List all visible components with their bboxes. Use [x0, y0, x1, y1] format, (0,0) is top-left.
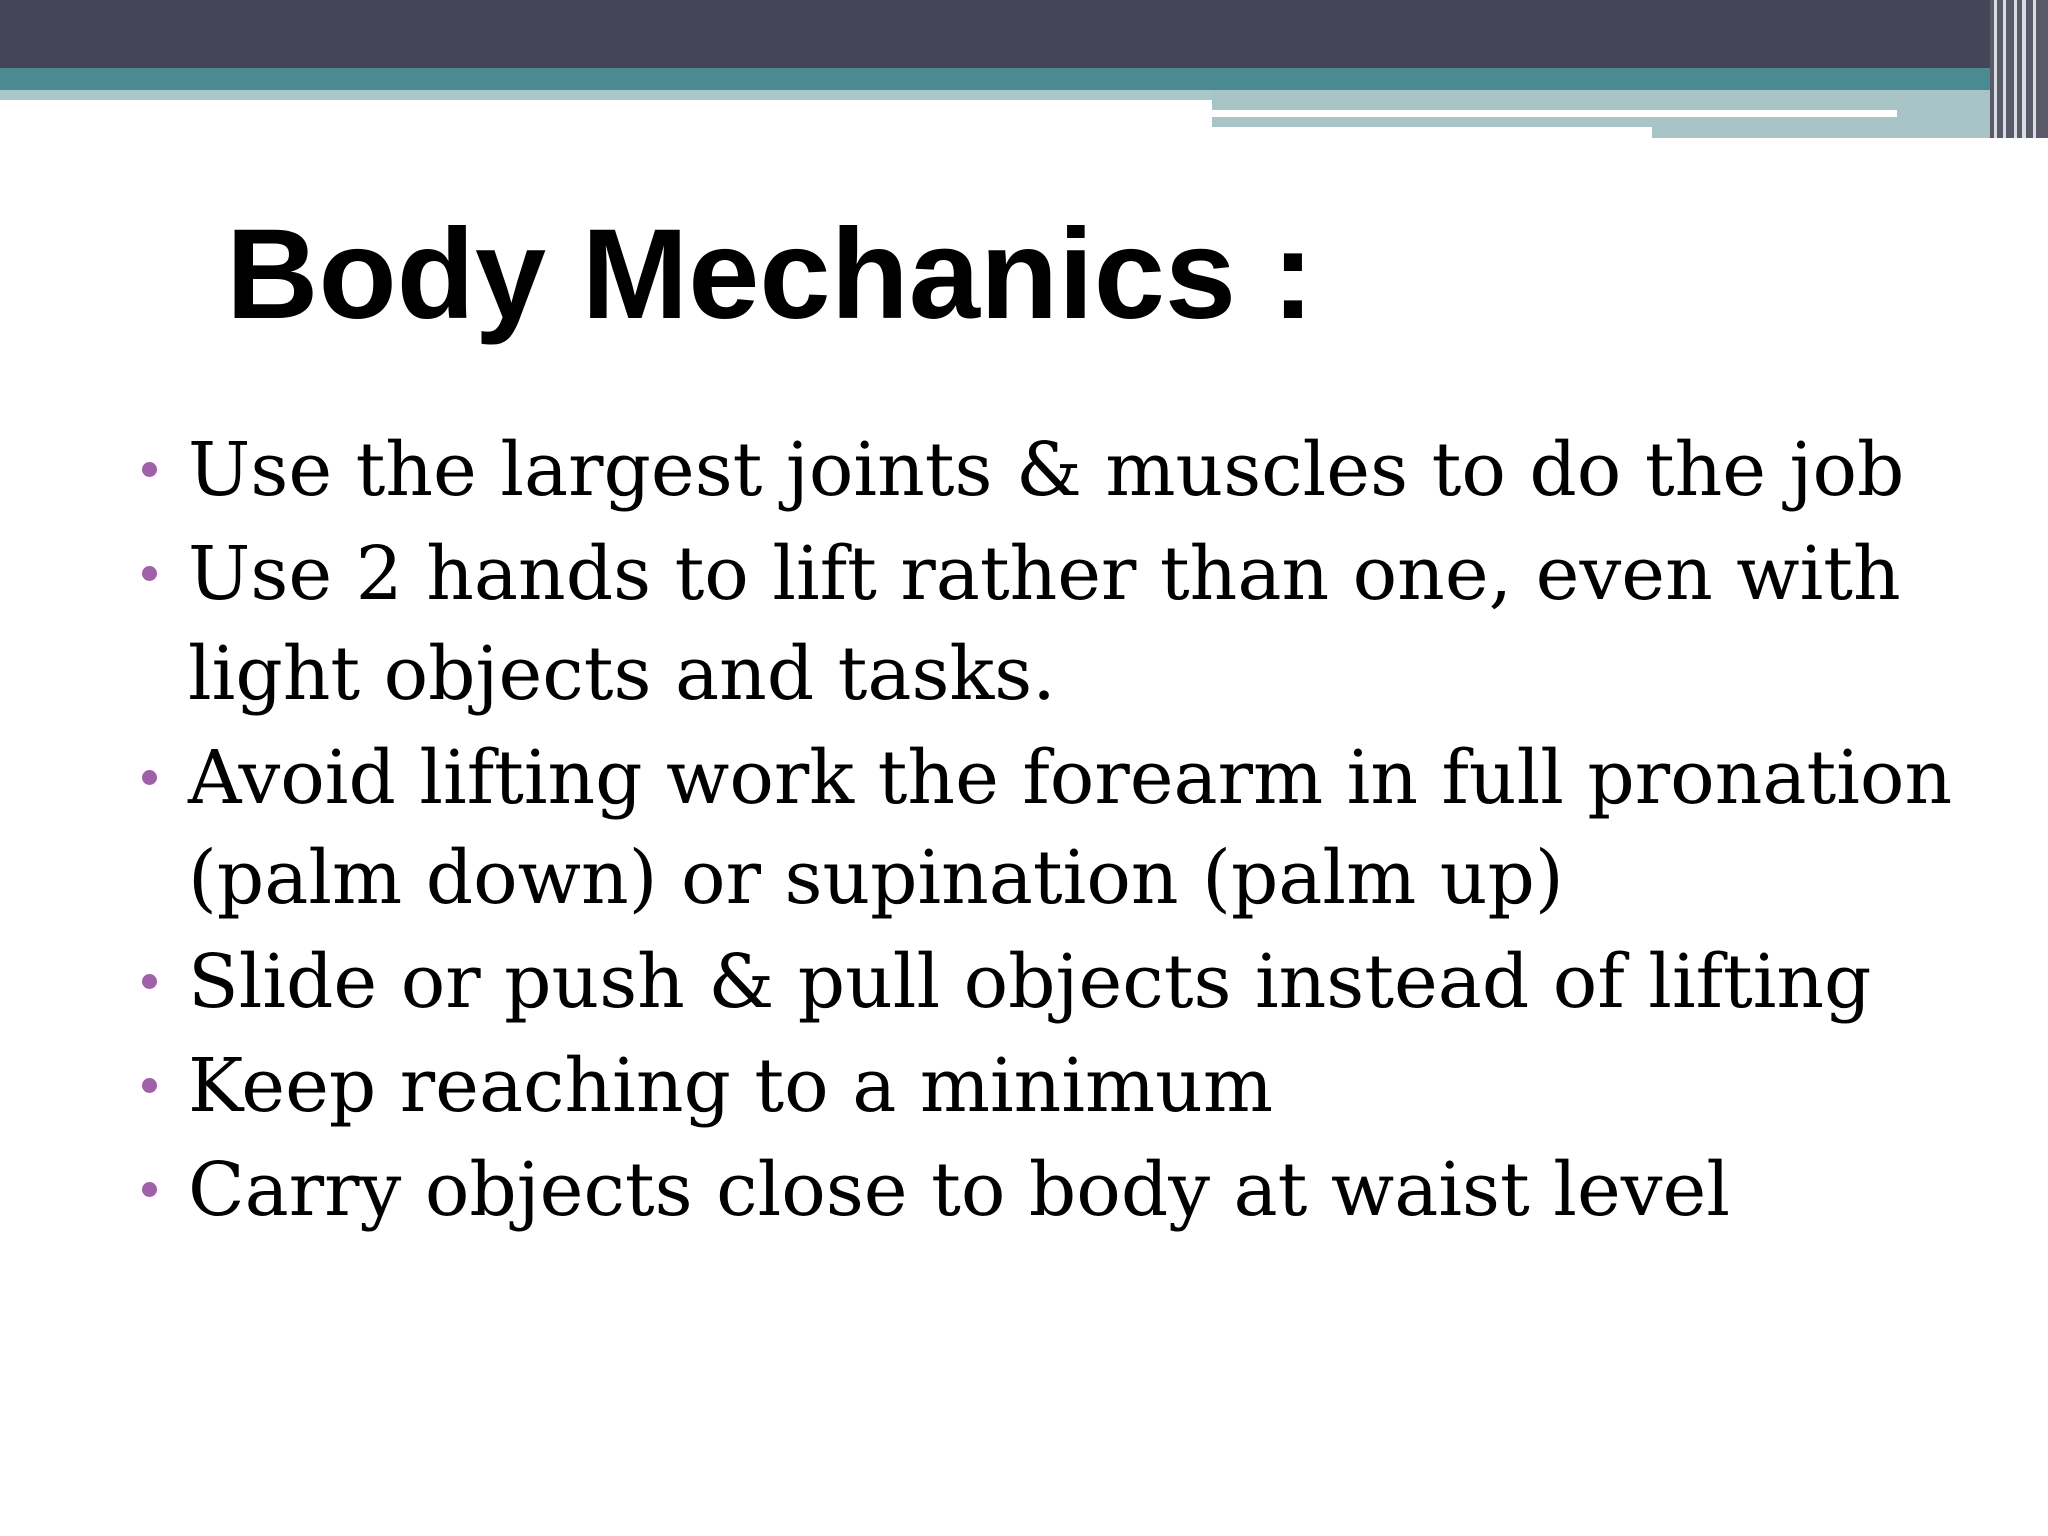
bullet-text-continued: (palm down) or supination (palm up): [188, 835, 1564, 921]
bullet-dot-icon: [142, 566, 157, 581]
bullet-item: [132, 1140, 1892, 1240]
bullet-dot-icon: [142, 770, 157, 785]
bullet-list: [132, 420, 1953, 1244]
header-band-right-line: [1212, 110, 1897, 117]
bullet-item: [132, 524, 1901, 724]
header-edge-stripes: [1990, 0, 2048, 138]
header-band-teal: [0, 68, 2048, 90]
bullet-text: Use 2 hands to lift rather than one, even with: [188, 531, 1901, 617]
bullet-text: Avoid lifting work the forearm in full pronation: [188, 735, 1953, 821]
slide-title: Body Mechanics :: [226, 203, 1315, 346]
bullet-item: [132, 728, 1953, 928]
bullet-text: Slide or push & pull objects instead of lifting: [188, 939, 1872, 1025]
bullet-text: Keep reaching to a minimum: [188, 1043, 1273, 1129]
bullet-item: [132, 1036, 1892, 1136]
bullet-item: [132, 420, 1905, 520]
header-band-dark: [0, 0, 2048, 68]
bullet-text: Carry objects close to body at waist level: [188, 1147, 1731, 1233]
bullet-text-continued: light objects and tasks.: [188, 631, 1056, 717]
bullet-dot-icon: [142, 1182, 157, 1197]
bullet-item: [132, 932, 1892, 1032]
header-band-teal-light: [0, 90, 1212, 100]
bullet-dot-icon: [142, 462, 157, 477]
header-band-right-line-lower: [1212, 127, 1652, 138]
bullet-text: Use the largest joints & muscles to do the job: [188, 427, 1905, 513]
bullet-dot-icon: [142, 974, 157, 989]
bullet-dot-icon: [142, 1078, 157, 1093]
